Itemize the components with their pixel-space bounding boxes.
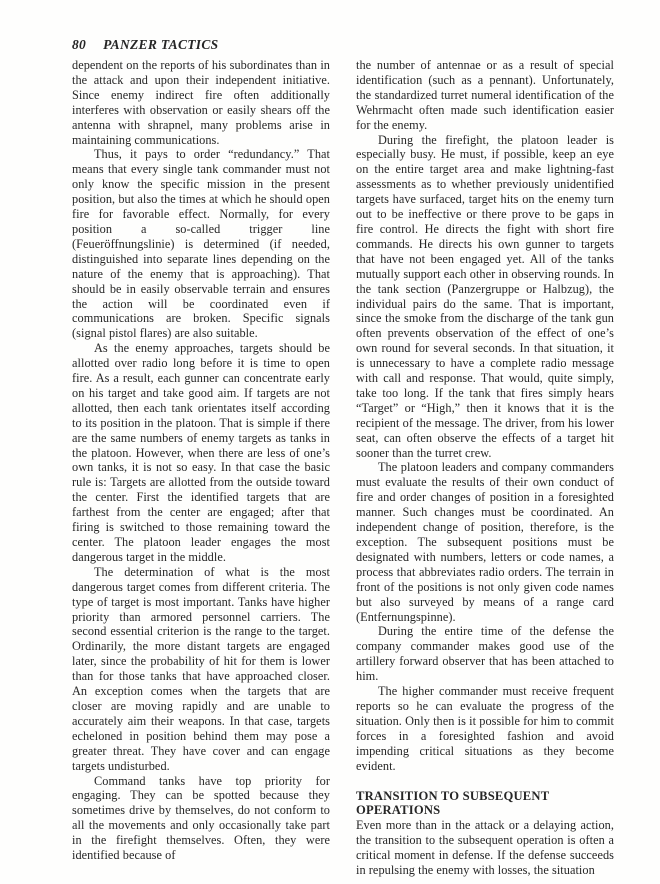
paragraph: Command tanks have top priority for engaging. They can be spotted because they sometimes drive by themselves, do not conform to all the movements and only occasionally take part in the firefight themselves. Often, they were identified because of [72,773,330,863]
paragraph: The higher commander must receive frequent reports so he can evaluate the progress of the situation. Only then is it possible for him to commit forces in a foresighted fashion and avoid impending critical situations as they become evident. [356,684,614,773]
section-heading: TRANSITION TO SUBSEQUENT OPERATIONS [356,788,550,818]
right-column [356,58,614,878]
paragraph: As the enemy approaches, targets should be allotted over radio long before it is time to open fire. As a result, each gunner can concentrate early on his target and take good aim. If targets are not allotted, then each tank orientates itself according to its position in the platoon. That is simple if there are the same numbers of enemy targets as tanks in the platoon. However, when there are less of one’s own tanks, it is not so easy. In that case the basic rule is: Targets are allotted from the outside toward the center. First the identified targets that are farthest from the center are engaged; after that firing is switched to those remaining toward the center. The platoon leader engages the most dangerous target in the middle. [72,341,330,564]
left-column [72,58,330,878]
paragraph: Even more than in the attack or a delaying action, the transition to the subsequent operation is often a critical moment in defense. If the defense succeeds in repulsing the enemy with losses, the situation [356,818,614,878]
paragraph: The platoon leaders and company commanders must evaluate the results of their own conduct of fire and order changes of position in a foresighted manner. Such changes must be coordinated. An independent change of position, therefore, is the exception. The subsequent positions must be designated with numbers, letters or code names, a process that abbreviates radio orders. The terrain in front of the positions is not only given code names but also surveyed by means of a range card (Entfernungspinne). [356,460,614,624]
paragraph: dependent on the reports of his subordinates than in the attack and upon their independent initiative. Since enemy indirect fire often additionally interferes with observation or easily shears off the antenna with shrapnel, many problems arise in maintaining communications. [72,58,330,147]
paragraph: During the firefight, the platoon leader is especially busy. He must, if possible, keep an eye on the entire target area and make lightning-fast assessments as to whether previously unidentified targets have surfaced, target hits on the enemy turn out to be ineffective or there prove to be gaps in fire control. He directs the fight with short fire commands. He directs his own gunner to targets that have not been engaged yet. All of the tanks mutually support each other in observing rounds. In the tank section (Panzergruppe or Halbzug), the individual pairs do the same. That is important, since the smoke from the discharge of the tank gun often prevents observation of the effect of one’s own round for several seconds. In that situation, it is unnecessary to have a complete radio message with call and response. That would, quite simply, take too long. If the tank that fires simply hears “Target” or “High,” then it knows that it is the recipient of the message. The driver, from his lower seat, can often observe the effects of a target hit sooner than the turret crew. [356,132,614,460]
page-header [72,37,218,53]
page-number: 80 [72,37,87,52]
running-title: PANZER TACTICS [103,37,219,52]
paragraph: During the entire time of the defense the company commander makes good use of the artillery forward observer that has been attached to him. [356,624,614,684]
text-columns [72,58,615,878]
paragraph: the number of antennae or as a result of special identification (such as a pennant). Unfortunately, the standardized turret numeral identification of the Wehrmacht often made such identification easier for the enemy. [356,58,614,132]
paragraph: The determination of what is the most dangerous target comes from different criteria. The type of target is most important. Tanks have higher priority than armored personnel carriers. The second essential criterion is the range to the target. Ordinarily, the more distant targets are engaged later, since the probability of hit for them is lower than for those tanks that have approached closer. An exception comes when the targets that are closer are moving rapidly and are unable to accurately aim their weapons. In that case, targets echeloned in position behind them may pose a greater threat. They have cover and can engage targets undisturbed. [72,564,330,773]
paragraph: Thus, it pays to order “redundancy.” That means that every single tank commander must not only know the specific mission in the present position, but also the times at which he should open fire for favorable effect. Normally, for every position a so-called trigger line (Feueröffnungslinie) is determined (if needed, distinguished into separate lines depending on the nature of the enemy that is approaching). That should be in easily observable terrain and ensures the action will be coordinated even if communications are broken. Specific signals (signal pistol flares) are also suitable. [72,147,330,341]
